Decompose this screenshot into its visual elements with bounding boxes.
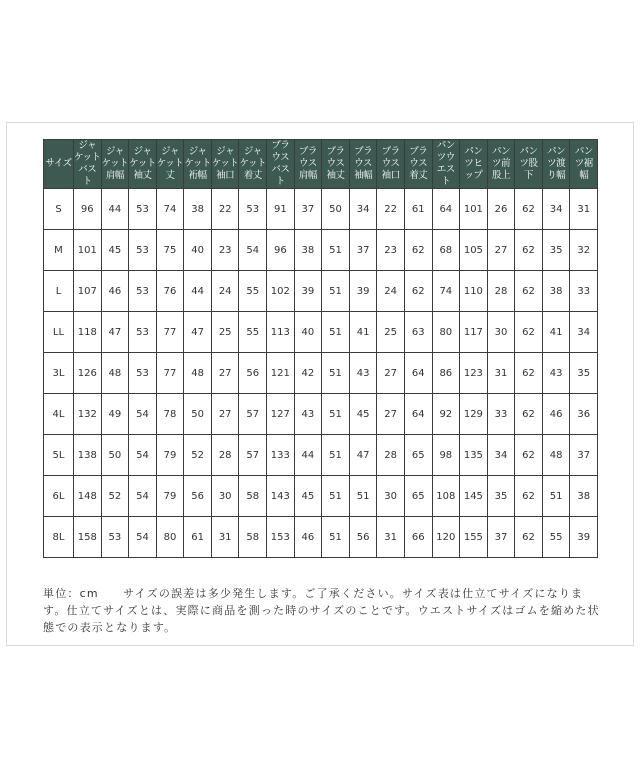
table-cell: 50 [101,435,129,476]
table-cell: 64 [432,189,460,230]
table-cell: 54 [239,230,267,271]
table-cell: 92 [432,394,460,435]
header-cell: サイズ [44,140,74,189]
table-cell: 45 [349,394,377,435]
table-cell: 53 [101,517,129,558]
table-cell: 24 [377,271,405,312]
table-cell: 35 [487,476,515,517]
table-cell: 118 [74,312,102,353]
table-row [44,271,598,312]
table-cell: 62 [515,435,543,476]
table-cell: 51 [322,312,350,353]
table-cell: 24 [211,271,239,312]
table-cell: 26 [487,189,515,230]
table-cell: 79 [156,435,184,476]
table-cell: 35 [542,230,570,271]
table-cell: 31 [487,353,515,394]
table-cell: 56 [239,353,267,394]
table-header-row [44,140,598,189]
table-cell: 40 [294,312,322,353]
size-label-cell: M [44,230,74,271]
table-row [44,476,598,517]
table-cell: 44 [101,189,129,230]
table-cell: 62 [515,476,543,517]
table-cell: 38 [184,189,212,230]
table-cell: 39 [349,271,377,312]
header-cell: ジャケット裄幅 [184,140,212,189]
table-cell: 78 [156,394,184,435]
table-cell: 46 [101,271,129,312]
table-cell: 48 [184,353,212,394]
table-cell: 23 [211,230,239,271]
size-label-cell: 5L [44,435,74,476]
table-cell: 63 [404,312,432,353]
size-label-cell: 3L [44,353,74,394]
header-cell: パンツ裾幅 [570,140,598,189]
table-cell: 27 [211,394,239,435]
table-cell: 37 [349,230,377,271]
table-cell: 47 [184,312,212,353]
table-cell: 113 [267,312,295,353]
table-cell: 62 [404,271,432,312]
header-cell: パンツ股下 [515,140,543,189]
table-cell: 148 [74,476,102,517]
size-label-cell: 6L [44,476,74,517]
table-cell: 42 [294,353,322,394]
table-cell: 120 [432,517,460,558]
table-cell: 28 [487,271,515,312]
table-cell: 38 [294,230,322,271]
size-note: 単位：cm サイズの誤差は多少発生します。ご了承ください。サイズ表は仕立てサイズになります。仕立てサイズとは、実際に商品を測った時のサイズのことです。ウエストサイズはゴムを縮めた状態での表示となります。 [43,587,600,634]
table-cell: 25 [211,312,239,353]
table-cell: 62 [515,230,543,271]
table-cell: 53 [239,189,267,230]
table-cell: 98 [432,435,460,476]
header-cell: ブラウス袖幅 [349,140,377,189]
header-cell: ブラウス着丈 [404,140,432,189]
table-cell: 74 [432,271,460,312]
header-cell: ジャケット袖口 [211,140,239,189]
table-cell: 51 [322,271,350,312]
table-cell: 53 [129,353,157,394]
table-cell: 45 [101,230,129,271]
table-cell: 38 [570,476,598,517]
table-cell: 127 [267,394,295,435]
table-cell: 126 [74,353,102,394]
table-cell: 80 [156,517,184,558]
table-cell: 37 [294,189,322,230]
table-cell: 48 [542,435,570,476]
table-cell: 44 [184,271,212,312]
table-cell: 117 [460,312,488,353]
header-cell: パンツウエスト [432,140,460,189]
table-cell: 54 [129,476,157,517]
table-cell: 65 [404,476,432,517]
table-cell: 51 [322,353,350,394]
table-cell: 123 [460,353,488,394]
table-cell: 57 [239,394,267,435]
table-cell: 101 [74,230,102,271]
table-cell: 55 [239,312,267,353]
table-cell: 51 [542,476,570,517]
table-cell: 133 [267,435,295,476]
table-cell: 55 [542,517,570,558]
table-row [44,312,598,353]
table-cell: 22 [377,189,405,230]
table-cell: 53 [129,230,157,271]
header-cell: パンツヒップ [460,140,488,189]
table-cell: 30 [211,476,239,517]
header-cell: ジャケット丈 [156,140,184,189]
table-cell: 65 [404,435,432,476]
table-cell: 34 [570,312,598,353]
table-cell: 51 [349,476,377,517]
table-cell: 37 [487,517,515,558]
table-cell: 47 [349,435,377,476]
table-cell: 22 [211,189,239,230]
header-cell: ジャケットバスト [74,140,101,187]
table-cell: 64 [404,353,432,394]
table-cell: 31 [377,517,405,558]
table-cell: 102 [267,271,295,312]
table-cell: 39 [570,517,598,558]
header-cell: ブラウス肩幅 [294,140,322,189]
table-cell: 155 [460,517,488,558]
table-cell: 91 [267,189,295,230]
table-cell: 77 [156,312,184,353]
header-cell: ジャケット袖丈 [129,140,157,189]
table-cell: 121 [267,353,295,394]
table-cell: 39 [294,271,322,312]
table-cell: 54 [129,517,157,558]
table-cell: 55 [239,271,267,312]
table-cell: 75 [156,230,184,271]
table-cell: 43 [542,353,570,394]
table-cell: 138 [74,435,102,476]
table-cell: 79 [156,476,184,517]
size-label-cell: 8L [44,517,74,558]
header-cell: ブラウス袖口 [377,140,405,189]
table-cell: 62 [515,312,543,353]
table-cell: 52 [101,476,129,517]
table-cell: 132 [74,394,102,435]
table-cell: 58 [239,517,267,558]
table-cell: 54 [129,435,157,476]
table-cell: 38 [542,271,570,312]
table-cell: 40 [184,230,212,271]
table-cell: 37 [570,435,598,476]
table-cell: 68 [432,230,460,271]
table-cell: 46 [294,517,322,558]
table-cell: 50 [184,394,212,435]
header-cell: ジャケット肩幅 [101,140,129,189]
table-cell: 158 [74,517,102,558]
table-cell: 45 [294,476,322,517]
table-cell: 35 [570,353,598,394]
table-cell: 110 [460,271,488,312]
table-cell: 25 [377,312,405,353]
table-cell: 31 [211,517,239,558]
table-cell: 51 [322,394,350,435]
table-cell: 57 [239,435,267,476]
table-cell: 27 [377,394,405,435]
table-cell: 41 [349,312,377,353]
table-cell: 56 [184,476,212,517]
table-cell: 36 [570,394,598,435]
table-cell: 30 [487,312,515,353]
table-cell: 28 [377,435,405,476]
table-body [44,189,598,558]
table-cell: 62 [404,230,432,271]
table-cell: 96 [74,189,102,230]
size-label-cell: L [44,271,74,312]
table-cell: 53 [129,271,157,312]
table-cell: 34 [542,189,570,230]
table-cell: 51 [322,517,350,558]
size-label-cell: S [44,189,74,230]
table-cell: 80 [432,312,460,353]
table-cell: 51 [322,435,350,476]
table-row [44,394,598,435]
size-label-cell: 4L [44,394,74,435]
table-cell: 34 [349,189,377,230]
table-cell: 61 [184,517,212,558]
table-cell: 33 [570,271,598,312]
table-cell: 27 [211,353,239,394]
table-cell: 86 [432,353,460,394]
table-cell: 153 [267,517,295,558]
table-cell: 62 [515,517,543,558]
header-cell: ブラウス袖丈 [322,140,350,189]
table-cell: 23 [377,230,405,271]
header-cell: ジャケット着丈 [239,140,267,189]
table-cell: 51 [322,476,350,517]
size-chart-table [43,139,598,558]
table-cell: 52 [184,435,212,476]
table-row [44,353,598,394]
table-cell: 33 [487,394,515,435]
table-cell: 49 [101,394,129,435]
header-cell: パンツ前股上 [487,140,515,189]
table-cell: 32 [570,230,598,271]
table-cell: 58 [239,476,267,517]
table-cell: 30 [377,476,405,517]
table-cell: 66 [404,517,432,558]
table-cell: 145 [460,476,488,517]
table-cell: 96 [267,230,295,271]
table-cell: 41 [542,312,570,353]
table-cell: 101 [460,189,488,230]
table-cell: 51 [322,230,350,271]
table-cell: 47 [101,312,129,353]
table-cell: 77 [156,353,184,394]
table-cell: 143 [267,476,295,517]
table-cell: 53 [129,312,157,353]
table-cell: 107 [74,271,102,312]
table-cell: 105 [460,230,488,271]
table-cell: 61 [404,189,432,230]
table-row [44,435,598,476]
table-cell: 43 [349,353,377,394]
table-cell: 31 [570,189,598,230]
table-cell: 76 [156,271,184,312]
table-row [44,517,598,558]
table-cell: 48 [101,353,129,394]
table-cell: 50 [322,189,350,230]
header-cell: パンツ渡り幅 [542,140,570,189]
table-cell: 34 [487,435,515,476]
table-cell: 43 [294,394,322,435]
table-cell: 46 [542,394,570,435]
table-cell: 27 [487,230,515,271]
table-cell: 129 [460,394,488,435]
table-cell: 44 [294,435,322,476]
table-cell: 64 [404,394,432,435]
table-cell: 62 [515,271,543,312]
table-row [44,189,598,230]
table-cell: 108 [432,476,460,517]
table-cell: 62 [515,394,543,435]
table-cell: 28 [211,435,239,476]
table-cell: 27 [377,353,405,394]
table-cell: 135 [460,435,488,476]
table-cell: 53 [129,189,157,230]
size-label-cell: LL [44,312,74,353]
header-cell: ブラウスバスト [267,140,295,189]
table-cell: 54 [129,394,157,435]
table-cell: 74 [156,189,184,230]
table-cell: 62 [515,353,543,394]
table-cell: 56 [349,517,377,558]
table-cell: 62 [515,189,543,230]
table-row [44,230,598,271]
